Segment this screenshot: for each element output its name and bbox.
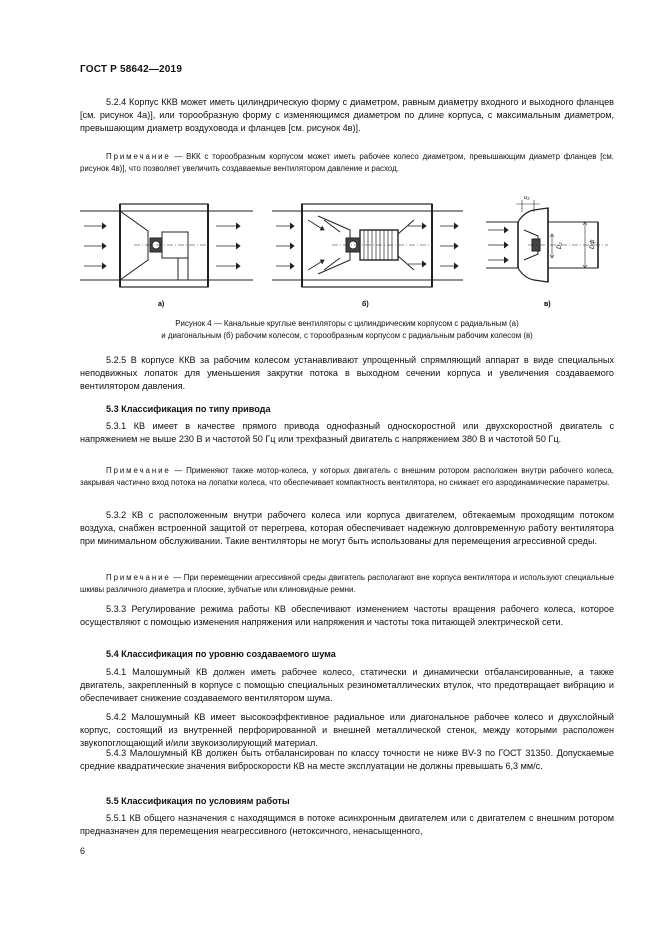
- fan-diagram-a: [80, 204, 253, 287]
- dimension-df: Dф: [590, 239, 596, 249]
- figure-label-b: б): [362, 301, 369, 308]
- figure-caption-line-2: и диагональным (б) рабочим колесом, с торообразным корпусом с радиальным рабочим колесом (в): [161, 331, 533, 340]
- figure-4: [78, 196, 618, 311]
- paragraph-5-4-1: 5.4.1 Малошумный КВ должен иметь рабочее колесо, статически и динамически отбалансированные, а также двигатель, закрепленный в корпусе с помощью специальных резинометаллических втулок, что предотвращает вибрацию и обеспечивает снижение создаваемого вентилятором шума.: [80, 667, 614, 703]
- section-heading-5-3: 5.3 Классификация по типу привода: [106, 404, 271, 414]
- page-number: 6: [80, 846, 86, 856]
- note-3: [80, 572, 614, 596]
- note-2: [80, 465, 614, 489]
- section-heading-5-4: 5.4 Классификация по уровню создаваемого шума: [106, 649, 336, 659]
- paragraph-5-5-1: 5.5.1 КВ общего назначения с находящимся в потоке асинхронным двигателем или с двигателем с внешним ротором предназначен для перемещения неагрессивного (нетоксичного, ненасыщенного,: [80, 813, 614, 836]
- note-label: Примечание: [106, 152, 171, 161]
- document-header: ГОСТ Р 58642—2019: [80, 64, 183, 75]
- figure-caption: [80, 318, 614, 342]
- paragraph-5-4-3: 5.4.3 Малошумный КВ должен быть отбалансирован по классу точности не ниже BV-3 по ГОСТ 31350. Допускаемые средние квадратические значения виброскорости КВ на месте эксплуатации не должны превышать 6,3 мм/с.: [80, 748, 614, 771]
- note-text: — ВКК с торообразным корпусом может иметь рабочее колесо диаметром, превышающим диаметр фланцев [см. рисунок 4в)], что позволяет увеличить создаваемые вентилятором давление и расход.: [80, 152, 614, 173]
- dimension-d2: D₂: [557, 242, 563, 249]
- note-label: Примечание: [106, 573, 171, 582]
- figure-label-a: а): [158, 301, 165, 308]
- note-text: — Применяют также мотор-колеса, у которых двигатель с внешним ротором расположен внутри рабочего колеса, закрывая частично вход потока на лопатки колеса, что обеспечивает компактность вентилятора, но снижает его аэродинамические параметры.: [80, 466, 614, 487]
- paragraph-5-3-2: 5.3.2 КВ с расположенным внутри рабочего колеса или корпуса двигателем, обтекаемым проходящим потоком воздуха, снабжен встроенной защитой от перегрева, которая обеспечивает надежную долговременную работу вентилятора при минимальном обслуживании. Такие вентиляторы не могут быть использованы для перемещения агрессивной среды.: [80, 510, 614, 546]
- note-1: [80, 151, 614, 175]
- section-heading-5-5: 5.5 Классификация по условиям работы: [106, 796, 290, 806]
- fan-diagram-b: [272, 204, 463, 287]
- note-text: — При перемещении агрессивной среды двигатель располагают вне корпуса вентилятора и используют специальные шкивы различного диаметра и плоские, зубчатые или клиновидные ремни.: [80, 573, 614, 594]
- paragraph-5-4-2: 5.4.2 Малошумный КВ имеет высокоэффективное радиальное или диагональное рабочее колесо и двухслойный корпус, состоящий из внутренней перфорированной и внешней металлической стенок, между которыми расположен звукопоглощающий и/или звукоизолирующий материал.: [80, 712, 614, 748]
- figure-label-c: в): [544, 301, 551, 308]
- dimension-b2: b₂: [524, 196, 530, 201]
- note-label: Примечание: [106, 466, 171, 475]
- paragraph-5-2-4: 5.2.4 Корпус ККВ может иметь цилиндрическую форму с диаметром, равным диаметру входного и выходного фланцев [см. рисунок 4а)], или торообразную форму с изменяющимся диаметром по длине корпуса, с максимальным диаметром, превышающим диаметр воздуховода и фланцев [см. рисунок 4в)].: [80, 97, 614, 133]
- figure-caption-line-1: Рисунок 4 — Канальные круглые вентиляторы с цилиндрическим корпусом с радиальным (а): [175, 319, 519, 328]
- paragraph-5-2-5: 5.2.5 В корпусе ККВ за рабочим колесом устанавливают упрощенный спрямляющий аппарат в виде специальных неподвижных лопаток для уменьшения закрутки потока в выходном сечении корпуса и увеличения создаваемого вентилятором давления.: [80, 355, 614, 391]
- paragraph-5-3-1: 5.3.1 КВ имеет в качестве прямого привода однофазный односкоростной или двухскоростной двигатель с напряжением не выше 230 В и частотой 50 Гц или трехфазный двигатель с напряжением 380 В и частотой 50 Гц.: [80, 421, 614, 444]
- paragraph-5-3-3: 5.3.3 Регулирование режима работы КВ обеспечивают изменением частоты вращения рабочего колеса, которое осуществляют с помощью изменения напряжения или напряжения и частоты тока питающей электрической сети.: [80, 604, 614, 627]
